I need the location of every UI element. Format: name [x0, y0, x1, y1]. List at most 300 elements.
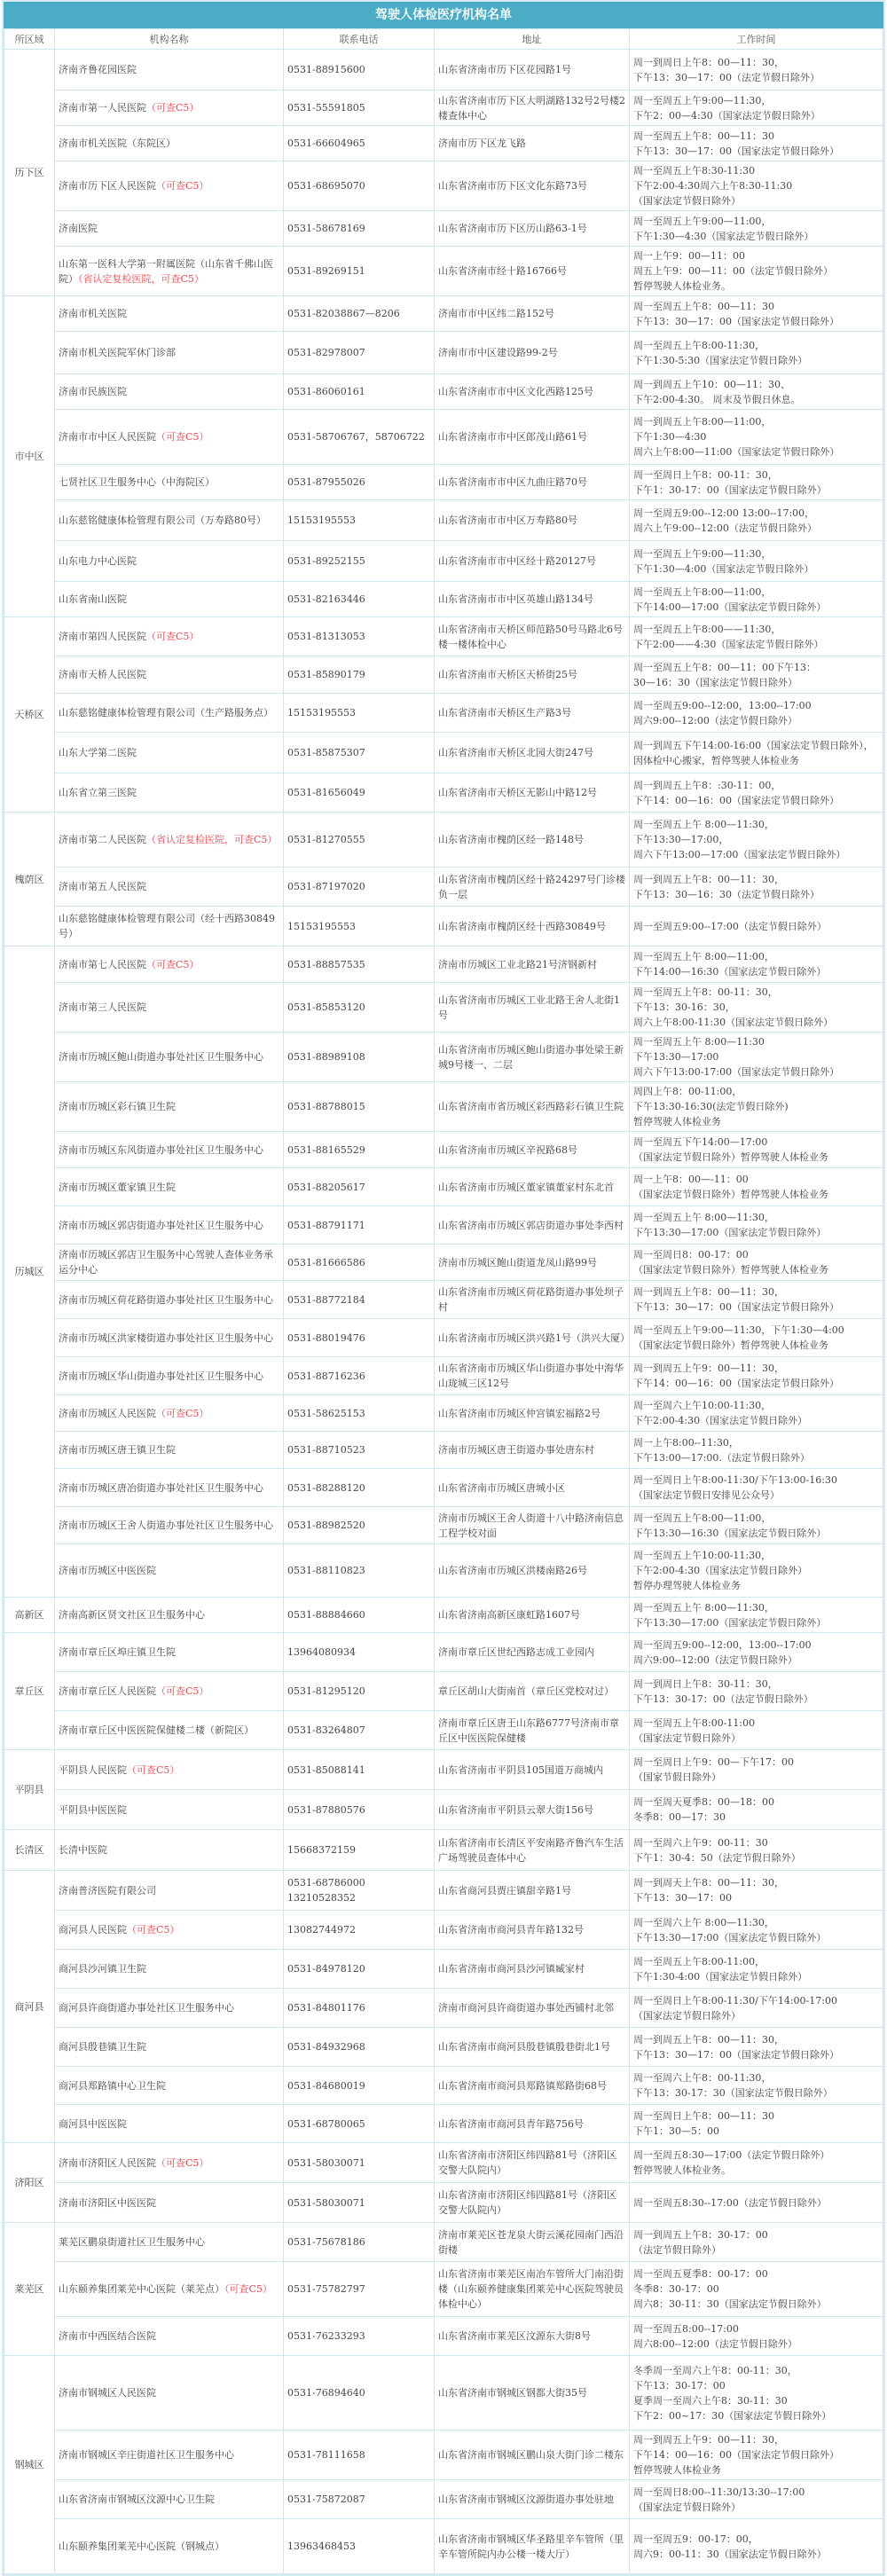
institution-name-cell — [55, 1750, 284, 1790]
institution-note-badge: （省认定复检医院，可查C5） — [78, 272, 204, 285]
institution-note-badge: （省认定复检医院，可查C5） — [146, 834, 278, 845]
table-row — [4, 1082, 883, 1132]
region-cell: 市中区 — [4, 296, 55, 617]
hours-cell — [630, 774, 883, 813]
hours-cell — [630, 1871, 883, 1911]
hours-line: （国家法定节假日除外） — [633, 195, 741, 207]
hours-line: 下午2:00-4:30（国家法定节假日除外） — [633, 1565, 808, 1576]
phone-cell: 0531-88110823 — [284, 1544, 435, 1598]
institution-name-cell — [55, 1245, 284, 1281]
hours-line: 周一到周五上午9：00—11：30， — [633, 2434, 784, 2446]
region-cell: 长清区 — [4, 1830, 55, 1871]
hours-cell — [630, 656, 883, 694]
institution-name: 山东颐养集团莱芜中心医院（莱芜点） — [59, 2283, 224, 2295]
phone-cell: 0531-88791171 — [284, 1206, 435, 1245]
institution-name-cell — [55, 500, 284, 541]
institution-name-cell — [55, 2067, 284, 2105]
hours-cell — [630, 1830, 883, 1871]
hours-line: 周一至周五夏季8：00-17：00 — [633, 2268, 768, 2280]
phone-cell: 0531-83264807 — [284, 1711, 435, 1750]
address-cell: 山东省济南市历下区文化东路73号 — [435, 161, 630, 211]
institution-name: 济南市历城区郭店卫生服务中心驾驶人查体业务承运分中心 — [59, 1249, 273, 1276]
institution-name-cell — [55, 813, 284, 868]
address-cell: 济南市商河县许商街道办事处西铺村北邻 — [435, 1989, 630, 2028]
phone-cell: 0531-81295120 — [284, 1672, 435, 1711]
phone-cell: 0531-58678169 — [284, 211, 435, 247]
address-cell: 山东省济南市平阴县105国道万商城内 — [435, 1750, 630, 1790]
hours-line: 周一至周五上午8:00—11:00， — [633, 585, 772, 598]
hours-line: 下午13:30—17:00， — [633, 834, 729, 845]
hours-line: 下午1:30-4:00（国家法定节假日除外） — [633, 1970, 808, 1983]
hours-line: 冬季8：30-17：00 — [633, 2283, 719, 2295]
phone-cell: 13082744972 — [284, 1911, 435, 1950]
phone-cell: 0531-68780065 — [284, 2105, 435, 2143]
institution-name: 济南市市中区人民医院 — [59, 431, 156, 443]
hours-cell — [630, 2480, 883, 2519]
institution-name-cell — [55, 1633, 284, 1672]
address-cell: 山东省济南高新区康虹路1607号 — [435, 1598, 630, 1633]
phone-cell: 0531-58030071 — [284, 2143, 435, 2183]
hours-line: 周一至周五上午8:00——11:30， — [633, 623, 781, 635]
phone-cell: 0531-88982520 — [284, 1507, 435, 1544]
institution-name: 商河县许商街道办事处社区卫生服务中心 — [59, 2002, 234, 2014]
table-row — [4, 617, 883, 656]
address-cell: 济南市历下区龙飞路 — [435, 126, 630, 161]
hours-cell — [630, 907, 883, 946]
institution-name-cell — [55, 582, 284, 617]
address-cell: 山东省济南市经十路16766号 — [435, 247, 630, 296]
institution-name: 济南市历下区人民医院 — [59, 180, 156, 192]
phone-cell: 0531-81313053 — [284, 617, 435, 656]
hours-cell — [630, 1544, 883, 1598]
address-cell: 章丘区胡山大街南首（章丘区党校对过） — [435, 1672, 630, 1711]
institution-note-badge: （可查C5） — [224, 2283, 272, 2295]
region-cell: 钢城区 — [4, 2356, 55, 2574]
hours-cell — [630, 582, 883, 617]
institution-name-cell — [55, 1319, 284, 1357]
hours-cell — [630, 1319, 883, 1357]
table-row — [4, 2317, 883, 2356]
hours-line: 周一至周日8:00--11:30/13:30--17:00 — [633, 2486, 805, 2498]
hours-line: 周一至周六上午10:00-11:30， — [633, 1400, 772, 1411]
institution-name: 济南市历城区东风街道办事处社区卫生服务中心 — [59, 1143, 263, 1156]
hours-cell — [630, 1132, 883, 1168]
address-cell: 山东省济南市天桥区天桥街25号 — [435, 656, 630, 694]
phone-cell: 0531-82038867—8206 — [284, 296, 435, 332]
institution-note-badge: （可查C5） — [156, 180, 209, 192]
phone-cell: 0531-86060161 — [284, 374, 435, 410]
institution-name-cell — [55, 2223, 284, 2262]
table-row — [4, 2105, 883, 2143]
institution-name-cell — [55, 2431, 284, 2480]
address-cell: 山东省济南市市中区英雄山路134号 — [435, 582, 630, 617]
address-cell: 山东省济南市槐荫区经十西路30849号 — [435, 907, 630, 946]
address-cell: 山东省济南市市中区九曲庄路70号 — [435, 465, 630, 500]
hours-line: 下午2：00—4:30（国家法定节假日除外） — [633, 109, 820, 122]
institution-note-badge: （可查C5） — [127, 1924, 180, 1936]
table-row — [4, 1395, 883, 1432]
hours-cell — [630, 983, 883, 1033]
hours-line: 下午14：00—16：00（国家法定节假日除外） — [633, 794, 839, 806]
table-row — [4, 1469, 883, 1507]
hours-line: 下午1:30-5:30（国家法定节假日除外） — [633, 354, 808, 366]
institution-name-cell — [55, 2028, 284, 2067]
table-row — [4, 1790, 883, 1830]
hours-cell — [630, 2262, 883, 2317]
address-cell: 山东省济南市历城区仲宫镇宏福路2号 — [435, 1395, 630, 1432]
hours-cell — [630, 247, 883, 296]
institution-name-cell — [55, 410, 284, 465]
table-row — [4, 296, 883, 332]
phone-cell: 0531-76233293 — [284, 2317, 435, 2356]
hours-line: 冬季周一至周六上午8：00-11：30， — [633, 2364, 797, 2376]
institution-name: 济南市章丘区人民医院 — [59, 1685, 156, 1697]
table-row — [4, 541, 883, 582]
hours-line: 下午1:30—4:00（国家法定节假日除外） — [633, 562, 814, 575]
hours-line: 周一到周日上午8：30-11：30， — [633, 1677, 778, 1690]
institution-name-cell — [55, 1672, 284, 1711]
phone-cell: 0531-88788015 — [284, 1082, 435, 1132]
hours-line: 周六8：30-11：30（国家法定节假日除外） — [633, 2298, 827, 2310]
hours-cell — [630, 1168, 883, 1206]
institution-note-badge: （可查C5） — [156, 1685, 209, 1697]
institution-name: 平阴县中医医院 — [59, 1803, 127, 1816]
hours-line: 周一到周五上午9：00—11：30， — [633, 1363, 784, 1374]
institution-name-cell — [55, 733, 284, 774]
table-row — [4, 1319, 883, 1357]
institution-name: 长清中医院 — [59, 1844, 107, 1856]
phone-cell: 0531-58625153 — [284, 1395, 435, 1432]
hours-cell — [630, 1281, 883, 1319]
hours-line: 30—16：30（国家法定节假日除外） — [633, 676, 797, 688]
phone-cell: 0531-87955026 — [284, 465, 435, 500]
hours-line: 周一至周五上午 8:00—11:00， — [633, 951, 774, 962]
hours-line: 下午13:30—17:00（国家法定节假日除外） — [633, 1616, 827, 1629]
address-cell: 山东省济南市历城区华山街道办事处中海华山珑城三区12号 — [435, 1357, 630, 1395]
institution-name: 济南市历城区洪家楼街道办事处社区卫生服务中心 — [59, 1331, 273, 1344]
hours-line: （国家法定节假日除外）暂停驾驶人体检业务 — [633, 1339, 828, 1351]
hours-cell — [630, 1082, 883, 1132]
institution-note-badge: （可查C5） — [156, 1407, 209, 1419]
hours-line: 下午2:00-4:30（国家法定节假日除外） — [633, 1415, 808, 1426]
phone-cell: 0531-87197020 — [284, 868, 435, 907]
hours-line: 周一上午8:00--11:30， — [633, 1436, 739, 1449]
institution-name-cell — [55, 465, 284, 500]
phone-cell: 0531-89252155 — [284, 541, 435, 582]
hours-line: 下午1:30—4:30 — [633, 431, 707, 443]
hours-cell — [630, 1911, 883, 1950]
table-row — [4, 1672, 883, 1711]
table-row — [4, 465, 883, 500]
table-row — [4, 1544, 883, 1598]
institution-note-badge: （可查C5） — [146, 958, 200, 970]
region-cell: 历城区 — [4, 946, 55, 1598]
table-row — [4, 1750, 883, 1790]
hours-line: （国家法定节假日安排见公众号） — [633, 1489, 780, 1501]
address-cell: 山东省济南市商河县殷巷镇殷巷街北1号 — [435, 2028, 630, 2067]
address-cell: 山东省济南市历城区鲍山街道办事处梁王新城9号楼一、二层 — [435, 1033, 630, 1082]
table-row — [4, 1711, 883, 1750]
hours-line: 周一至周日上午8:00-11:30/下午13:00-16:30 — [633, 1474, 837, 1486]
phone-cell: 0531-87880576 — [284, 1790, 435, 1830]
hours-cell — [630, 1033, 883, 1082]
hours-line: 冬季8：00—17：30 — [633, 1811, 726, 1823]
table-row — [4, 2067, 883, 2105]
hours-line: 周一至周天夏季8：00—18：00 — [633, 1796, 774, 1808]
column-header-region: 所区域 — [4, 29, 55, 50]
address-cell: 山东省济南市历城区洪兴路1号（洪兴大厦） — [435, 1319, 630, 1357]
institution-name-cell — [55, 617, 284, 656]
hours-cell — [630, 946, 883, 983]
institution-name-cell — [55, 1598, 284, 1633]
hours-line: 周一到周五上午8：00—11：30， — [633, 873, 784, 885]
institution-name: 济南市中西医结合医院 — [59, 2330, 156, 2342]
hours-line: 暂停驾驶人体检业务 — [633, 2464, 721, 2476]
phone-cell: 0531-88288120 — [284, 1469, 435, 1507]
hours-line: 下午13：30—16：30（法定节假日除外） — [633, 888, 820, 900]
hours-cell — [630, 1672, 883, 1711]
hours-line: 下午13：30—17：00 — [633, 1892, 732, 1904]
hours-line: 下午13:30—17:00（国家法定节假日除外） — [633, 1227, 827, 1238]
hours-line: 周一至周五9：00-17：00， — [633, 2533, 758, 2545]
table-row — [4, 1357, 883, 1395]
institution-name: 济南市机关医院军休门诊部 — [59, 347, 176, 358]
hours-cell — [630, 211, 883, 247]
institution-name-cell — [55, 1281, 284, 1319]
hours-line: 周六下午13:00-17:00（国家法定节假日除外） — [633, 1066, 840, 1078]
address-cell: 山东省济南市莱芜区南冶车管所大门南沿街楼（山东颐养健康集团莱芜中心医院驾驶员体检中心） — [435, 2262, 630, 2317]
table-row — [4, 946, 883, 983]
institution-name-cell — [55, 2356, 284, 2431]
hours-line: 周一至周六上午 8:00—11:30， — [633, 1916, 774, 1928]
phone-cell: 0531-78111658 — [284, 2431, 435, 2480]
hours-line: 下午13:30—17:00（国家法定节假日除外） — [633, 1931, 827, 1944]
institution-name-cell — [55, 1357, 284, 1395]
phone-cell: 0531-88884660 — [284, 1598, 435, 1633]
address-cell: 山东省济南市商河县郑路镇郑路街68号 — [435, 2067, 630, 2105]
phone-cell: 0531-81270555 — [284, 813, 435, 868]
institution-note-badge: （可查C5） — [146, 102, 200, 114]
hours-cell — [630, 1950, 883, 1989]
address-cell: 山东省济南市天桥区北园大街247号 — [435, 733, 630, 774]
institution-name: 山东省济南市钢城区汶源中心卫生院 — [59, 2494, 215, 2505]
hours-line: 周一至周五上午8：00—11：30 — [633, 130, 774, 142]
phone-cell: 0531-84680019 — [284, 2067, 435, 2105]
address-cell: 济南市章丘区世纪西路志成工业园内 — [435, 1633, 630, 1672]
table-row — [4, 774, 883, 813]
hours-line: （国家法定节假日除外）暂停驾驶人体检业务 — [633, 1151, 828, 1163]
address-cell: 山东省济南市济阳区纬四路81号（济阳区交警大队院内） — [435, 2183, 630, 2223]
address-cell: 山东省济南市槐荫区经十路24297号门诊楼负一层 — [435, 868, 630, 907]
phone-cell: 13963468453 — [284, 2519, 435, 2574]
hours-line: （国家法定节假日除外）暂停驾驶人体检业务 — [633, 1189, 828, 1200]
hours-line: 夏季周一至周六上午8：30-11：30 — [633, 2394, 788, 2407]
institution-name-cell — [55, 1082, 284, 1132]
phone-cell: 0531-88857535 — [284, 946, 435, 983]
hours-line: 下午1:30—4:30（国家法定节假日除外） — [633, 230, 814, 242]
address-cell: 山东省济南市历下区历山路63-1号 — [435, 211, 630, 247]
phone-cell: 0531-88165529 — [284, 1132, 435, 1168]
region-cell: 章丘区 — [4, 1633, 55, 1750]
institution-name-cell — [55, 946, 284, 983]
hours-line: 周六9：00-11：30（国家法定节假日除外） — [633, 2548, 827, 2560]
hours-cell — [630, 2356, 883, 2431]
address-cell: 山东省济南市长清区平安南路齐鲁汽车生活广场驾驶员查体中心 — [435, 1830, 630, 1871]
address-cell: 山东省济南市省历城区彩西路彩石镇卫生院 — [435, 1082, 630, 1132]
table-row — [4, 161, 883, 211]
institution-name-cell — [55, 1132, 284, 1168]
address-cell: 山东省济南市历下区大明湖路132号2号楼2楼查体中心 — [435, 90, 630, 126]
institution-name-cell — [55, 2262, 284, 2317]
institution-name-cell — [55, 1033, 284, 1082]
table-row — [4, 2262, 883, 2317]
phone-cell: 0531-85853120 — [284, 983, 435, 1033]
address-cell: 山东省商河县贾庄镇甜辛路1号 — [435, 1871, 630, 1911]
table-row — [4, 2183, 883, 2223]
institution-note-badge: （可查C5） — [146, 631, 200, 642]
phone-cell: 0531-75678186 — [284, 2223, 435, 2262]
hours-line: 周一至周五上午8:00-11:00， — [633, 1955, 765, 1967]
hours-line: 下午14:00—17:00（国家法定节假日除外） — [633, 601, 827, 613]
institution-name-cell — [55, 2143, 284, 2183]
institution-name: 济南市第七人民医院 — [59, 958, 146, 970]
hours-cell — [630, 2519, 883, 2574]
institution-name: 济南市历城区董家镇卫生院 — [59, 1181, 176, 1193]
phone-cell: 0531-81656049 — [284, 774, 435, 813]
address-cell: 山东省济南市历下区花园路1号 — [435, 50, 630, 90]
hours-line: 周一至周五上午8:00-11:00 — [633, 1716, 756, 1729]
table-row — [4, 1633, 883, 1672]
hours-line: 周六8:00--12:00（法定节假日除外） — [633, 2337, 797, 2350]
hours-line: 周一至周五上午 8:00—11:30， — [633, 1212, 774, 1223]
hours-line: 周一至周日上午8：00-11：30， — [633, 468, 778, 481]
institution-name: 山东慈铭健康体检管理有限公司（生产路服务点） — [59, 707, 273, 719]
phone-cell: 0531-88989108 — [284, 1033, 435, 1082]
institution-name: 济南市钢城区辛庄街道社区卫生服务中心 — [59, 2449, 234, 2461]
institution-name: 济南市历城区荷花路街道办事处社区卫生服务中心 — [59, 1293, 273, 1306]
hours-cell — [630, 374, 883, 410]
institution-name: 济南市章丘区中医医院保健楼二楼（新院区） — [59, 1724, 254, 1736]
table-row — [4, 2143, 883, 2183]
institution-name: 济南市钢城区人民医院 — [59, 2387, 156, 2399]
address-cell: 山东省济南市市中区万寿路80号 — [435, 500, 630, 541]
institution-name: 商河县殷巷镇卫生院 — [59, 2041, 146, 2053]
institution-name: 平阴县人民医院 — [59, 1763, 127, 1776]
hours-line: 下午13：30—17：00（国家法定节假日除外） — [633, 1301, 839, 1313]
institution-note-badge: （可查C5） — [127, 1763, 180, 1776]
hours-cell — [630, 1598, 883, 1633]
address-cell: 山东省济南市钢城区汶源街道办事处驻地 — [435, 2480, 630, 2519]
institution-name: 山东第一医科大学第一附属医院（山东省千佛山医院） — [59, 257, 273, 285]
institution-name-cell — [55, 296, 284, 332]
address-cell: 山东省济南市历城区洪楼南路26号 — [435, 1544, 630, 1598]
institution-name-cell — [55, 1830, 284, 1871]
address-cell: 山东省济南市平阴县云翠大街156号 — [435, 1790, 630, 1830]
hours-line: 下午2:00——4:30（国家法定节假日除外） — [633, 638, 824, 650]
table-row — [4, 868, 883, 907]
hours-line: 下午13：30—17：00（国家法定节假日除外） — [633, 2048, 839, 2061]
hours-line: 周一至周五上午9:00—11:30， — [633, 547, 772, 560]
hours-line: 周一至周五上午8:30-11:30 — [633, 165, 756, 177]
hours-line: 周一至周五9:00--12:00，13:00--17:00 — [633, 699, 812, 711]
institution-name: 山东慈铭健康体检管理有限公司（万寿路80号） — [59, 514, 266, 526]
institution-name: 济南市历城区中医医院 — [59, 1565, 156, 1576]
hours-cell — [630, 50, 883, 90]
institution-name-cell — [55, 1395, 284, 1432]
hours-line: 周一至周五上午 8:00—11:30 — [633, 1036, 765, 1048]
institution-name-cell — [55, 211, 284, 247]
address-cell: 济南市历城区工业北路21号济钢新村 — [435, 946, 630, 983]
institution-name-cell — [55, 2519, 284, 2574]
address-cell: 山东省济南市槐荫区经一路148号 — [435, 813, 630, 868]
institution-name: 济南市济阳区人民医院 — [59, 2156, 156, 2169]
table-header-row — [4, 29, 883, 50]
institution-note-badge: （可查C5） — [156, 431, 209, 443]
hours-line: 周六上午8:00—11:00（国家法定节假日除外） — [633, 446, 840, 458]
institution-name: 济南普济医院有限公司 — [59, 1884, 156, 1897]
hours-cell — [630, 2183, 883, 2223]
table-row — [4, 500, 883, 541]
address-cell: 山东省济南市历城区董家镇董家村东北首 — [435, 1168, 630, 1206]
hours-line: 周六上午8:00-11:30（国家法定节假日除外） — [633, 1017, 834, 1028]
hours-line: 下午1：30-4：50（法定节假日除外） — [633, 1851, 801, 1864]
hours-line: 下午2:00-4:30。 周末及节假日休息。 — [633, 393, 801, 405]
institution-table — [4, 28, 883, 2574]
region-cell: 平阴县 — [4, 1750, 55, 1830]
phone-cell: 0531-55591805 — [284, 90, 435, 126]
institution-name: 商河县人民医院 — [59, 1924, 127, 1936]
phone-cell: 0531-88205617 — [284, 1168, 435, 1206]
phone-cell: 0531-58030071 — [284, 2183, 435, 2223]
institution-name-cell — [55, 90, 284, 126]
hours-line: （国家法定节假日除外） — [633, 2009, 741, 2022]
table-row — [4, 247, 883, 296]
address-cell: 山东省济南市天桥区无影山中路12号 — [435, 774, 630, 813]
institution-name-cell — [55, 1432, 284, 1469]
address-cell: 济南市历城区唐王街道办事处唐东村 — [435, 1432, 630, 1469]
hours-cell — [630, 1507, 883, 1544]
hours-line: 周四上午8：00-11:00， — [633, 1086, 742, 1097]
hours-line: 下午2:00-4:30周六上午8:30-11:30 — [633, 180, 793, 192]
institution-name-cell — [55, 1790, 284, 1830]
institution-name: 济南医院 — [59, 223, 98, 234]
hours-line: （法定节假日除外） — [633, 2243, 721, 2256]
hours-line: （国家法定节假日除外）暂停驾驶人体检业务 — [633, 1264, 828, 1276]
hours-line: 周一至周六上午8：00-11:30， — [633, 2072, 772, 2084]
column-header-address: 地址 — [435, 29, 630, 50]
column-header-hours: 工作时间 — [630, 29, 883, 50]
page-title: 驾驶人体检医疗机构名单 — [4, 2, 883, 28]
hours-cell — [630, 1790, 883, 1830]
hours-cell — [630, 500, 883, 541]
phone-cell: 0531-76894640 — [284, 2356, 435, 2431]
institution-name: 济南市历城区唐王镇卫生院 — [59, 1444, 176, 1456]
table-row — [4, 2519, 883, 2574]
table-row — [4, 1507, 883, 1544]
institution-list — [2, 0, 885, 2576]
region-cell: 天桥区 — [4, 617, 55, 813]
institution-name: 商河县中医医院 — [59, 2117, 127, 2130]
institution-name-cell — [55, 983, 284, 1033]
hours-line: （国家法定节假日除外） — [633, 2501, 741, 2513]
hours-line: 周一至周五8:00--17:00 — [633, 2322, 739, 2335]
hours-line: 周一到周五上午8：00—11：30， — [633, 2033, 784, 2046]
phone-cell: 0531-66604965 — [284, 126, 435, 161]
phone-cell: 0531-89269151 — [284, 247, 435, 296]
hours-line: 周一至周日上午8：00—11：30 — [633, 2110, 774, 2122]
hours-line: 周一至周五下午14:00—17:00 — [633, 1136, 768, 1148]
hours-line: 周一至周日8：00-17：00 — [633, 1249, 749, 1261]
